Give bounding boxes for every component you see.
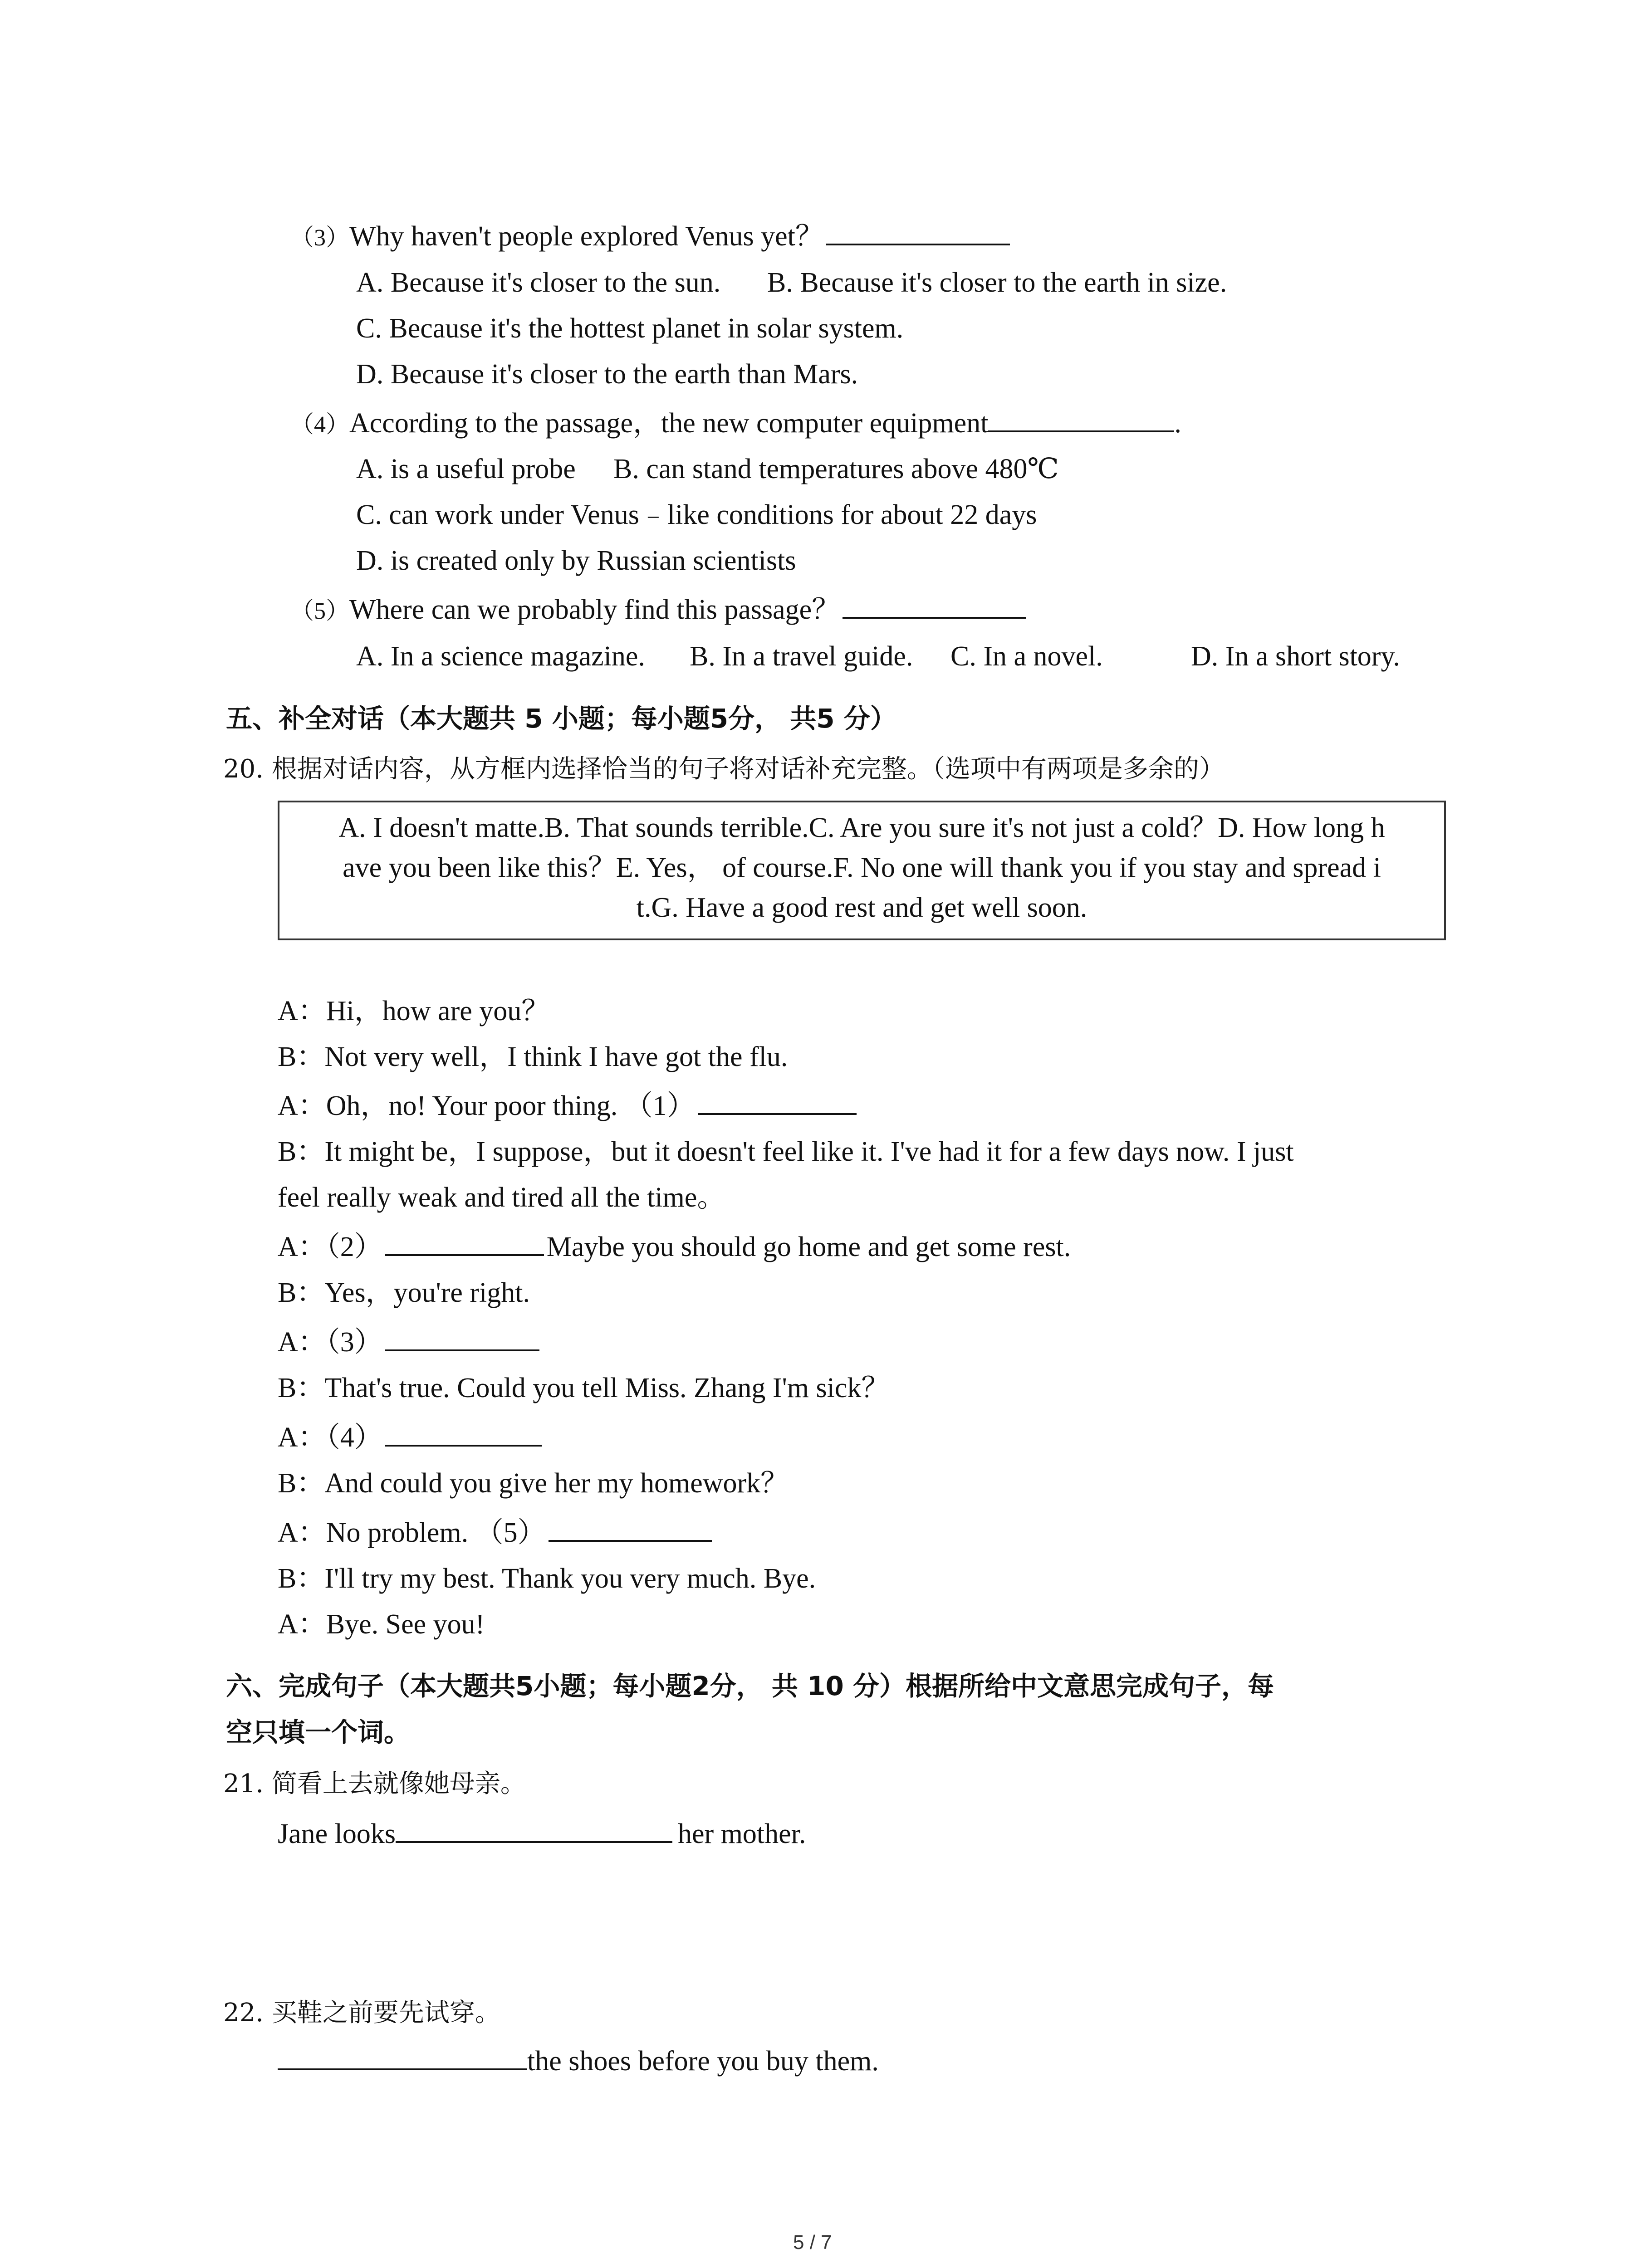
options-box-line-3: t.G. Have a good rest and get well soon. [636, 892, 1087, 923]
q4-end-period: . [1174, 408, 1181, 439]
q3-stem: Why haven't people explored Venus yet？ [349, 221, 823, 252]
q22-chinese: 22. 买鞋之前要先试穿。 [223, 1998, 500, 2028]
dialogue-blank-4[interactable] [385, 1443, 542, 1447]
dialogue-line: A：Bye. See you! [278, 1609, 485, 1640]
dialogue-text: A：（3） [278, 1327, 382, 1358]
q21-suffix: her mother. [678, 1818, 806, 1849]
dialogue-line [278, 1092, 859, 1120]
q22-answer-blank[interactable] [278, 2067, 527, 2070]
q4-number: （4） [290, 412, 350, 438]
q5-option-a: A. In a science magazine. [356, 641, 645, 672]
q5-number: （5） [290, 598, 350, 624]
q21-sentence [278, 1820, 806, 1848]
q5-option-c: C. In a novel. [950, 641, 1103, 672]
dialogue-line: B：And could you give her my homework？ [278, 1468, 789, 1499]
q3-option-c: C. Because it's the hottest planet in solar system. [356, 313, 904, 344]
q21-chinese: 21. 简看上去就像她母亲。 [223, 1769, 526, 1799]
q22-sentence [278, 2047, 879, 2075]
dialogue-text: A：（4） [278, 1422, 382, 1453]
dialogue-blank-1[interactable] [698, 1111, 857, 1115]
section6-heading-line-1: 六、完成句子（本大题共5小题；每小题2分， 共 10 分）根据所给中文意思完成句子，每 [226, 1671, 1274, 1701]
dialogue-line: A：Hi，how are you？ [278, 996, 550, 1026]
dialogue-text: A：No problem. （5） [278, 1517, 546, 1548]
q4-line [290, 409, 1181, 437]
page-number: 5 / 7 [793, 2231, 832, 2253]
dialogue-text: A：（2） [278, 1232, 382, 1262]
dialogue-line: B：Yes，you're right. [278, 1277, 530, 1308]
q3-option-d: D. Because it's closer to the earth than Mars. [356, 359, 858, 390]
q21-prefix: Jane looks [278, 1818, 396, 1849]
q5-line [290, 596, 1029, 624]
q22-suffix: the shoes before you buy them. [527, 2046, 879, 2077]
dialogue-line [278, 1423, 544, 1452]
dialogue-line [278, 1233, 1071, 1261]
dialogue-line: feel really weak and tired all the time。 [278, 1182, 725, 1213]
options-box-line-1: A. I doesn't matte.B. That sounds terrible.C. Are you sure it's not just a cold？D. How long h [338, 812, 1385, 843]
q3-number: （3） [290, 225, 350, 251]
q5-option-b: B. In a travel guide. [690, 641, 913, 672]
dialogue-line: B：I'll try my best. Thank you very much. Bye. [278, 1563, 816, 1594]
dialogue-line [278, 1519, 715, 1547]
q4-answer-blank[interactable] [988, 429, 1174, 432]
q21-answer-blank[interactable] [396, 1839, 672, 1843]
q5-answer-blank[interactable] [843, 615, 1026, 619]
dialogue-text: Maybe you should go home and get some rest. [546, 1232, 1071, 1262]
q3-option-a: A. Because it's closer to the sun. [356, 267, 721, 298]
q3-answer-blank[interactable] [826, 242, 1010, 245]
q20-instruction: 20. 根据对话内容，从方框内选择恰当的句子将对话补充完整。（选项中有两项是多余的） [223, 754, 1225, 784]
q3-option-b: B. Because it's closer to the earth in size. [767, 267, 1227, 298]
dialogue-text: A：Oh，no! Your poor thing. （1） [278, 1090, 695, 1121]
q4-option-d: D. is created only by Russian scientists [356, 545, 796, 576]
options-box [278, 801, 1446, 940]
dialogue-blank-3[interactable] [385, 1348, 539, 1351]
section6-heading-line-2: 空只填一个词。 [226, 1717, 411, 1748]
q4-option-c: C. can work under Venus﹣like conditions for about 22 days [356, 499, 1037, 530]
section5-heading: 五、补全对话（本大题共 5 小题；每小题5分， 共5 分） [226, 703, 896, 734]
q5-option-d: D. In a short story. [1191, 641, 1400, 672]
q3-line [290, 222, 1013, 250]
dialogue-line: B：That's true. Could you tell Miss. Zhang I'm sick？ [278, 1373, 890, 1403]
q4-option-b: B. can stand temperatures above 480℃ [613, 454, 1059, 484]
options-box-line-2: ave you been like this？E. Yes， of course.F. No one will thank you if you stay and spread i [343, 852, 1381, 883]
dialogue-blank-5[interactable] [549, 1538, 712, 1542]
dialogue-line [278, 1328, 542, 1356]
dialogue-blank-2[interactable] [385, 1252, 544, 1256]
q4-stem: According to the passage，the new computer equipment [349, 408, 989, 439]
dialogue-line: B：Not very well，I think I have got the flu. [278, 1041, 788, 1072]
q5-stem: Where can we probably find this passage？ [349, 594, 840, 625]
q4-option-a: A. is a useful probe [356, 454, 576, 484]
dialogue-line: B：It might be，I suppose，but it doesn't feel like it. I've had it for a few days now. I just [278, 1136, 1294, 1167]
